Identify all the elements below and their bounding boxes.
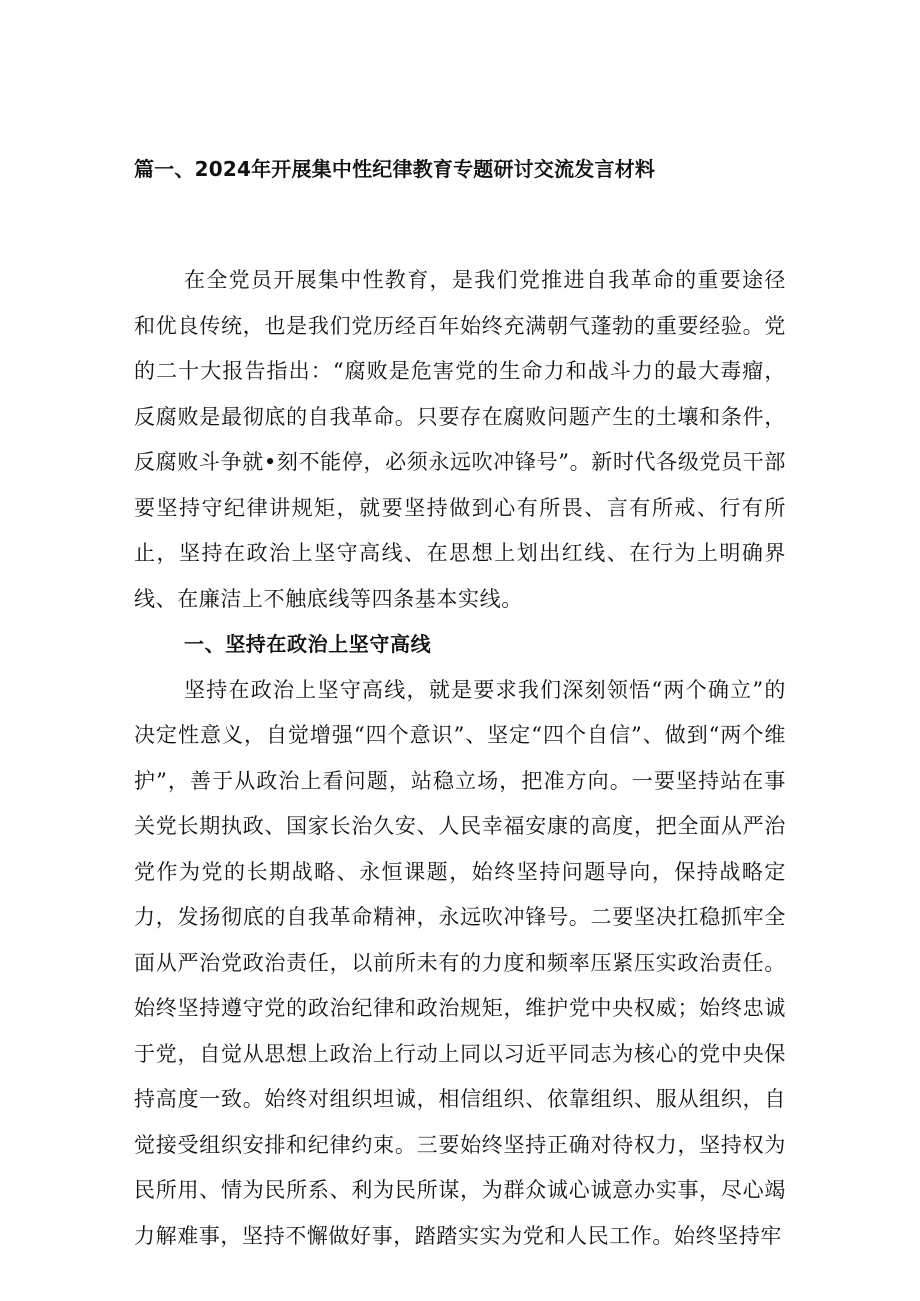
intro-paragraph: 在全党员开展集中性教育，是我们党推进自我革命的重要途径和优良传统，也是我们党历经百年始终充满朝气蓬勃的重要经验。党的二十大报告指出：“腐败是危害党的生命力和战斗力的最大毒瘤，反腐败是最彻底的自我革命。只要存在腐败问题产生的土壤和条件，反腐败斗争就•刻不能停，必须永远吹冲锋号”。新时代各级党员干部要坚持守纪律讲规矩，就要坚持做到心有所畏、言有所戒、行有所止，坚持在政治上坚守高线、在思想上划出红线、在行为上明确界线、在廉洁上不触底线等四条基本实线。: [134, 268, 786, 611]
section-heading: 一、坚持在政治上坚守高线: [184, 632, 432, 656]
document-body: [134, 258, 786, 1259]
section-paragraph: 坚持在政治上坚守高线，就是要求我们深刻领悟“两个确立”的决定性意义，自觉增强“四个意识”、坚定“四个自信”、做到“两个维护”，善于从政治上看问题，站稳立场，把准方向。一要坚持站在事关党长期执政、国家长治久安、人民幸福安康的高度，把全面从严治党作为党的长期战略、永恒课题，始终坚持问题导向，保持战略定力，发扬彻底的自我革命精神，永远吹冲锋号。二要坚决扛稳抓牢全面从严治党政治责任，以前所未有的力度和频率压紧压实政治责任。始终坚持遵守党的政治纪律和政治规矩，维护党中央权威；始终忠诚于党，自觉从思想上政治上行动上同以习近平同志为核心的党中央保持高度一致。始终对组织坦诚，相信组织、依靠组织、服从组织，自觉接受组织安排和纪律约束。三要始终坚持正确对待权力，坚持权为民所用、情为民所系、利为民所谋，为群众诚心诚意办实事，尽心竭力解难事，坚持不懈做好事，踏踏实实为党和人民工作。始终坚持牢: [134, 677, 786, 1248]
document-title: 篇一、2024年开展集中性纪律教育专题研讨交流发言材料: [134, 157, 656, 181]
